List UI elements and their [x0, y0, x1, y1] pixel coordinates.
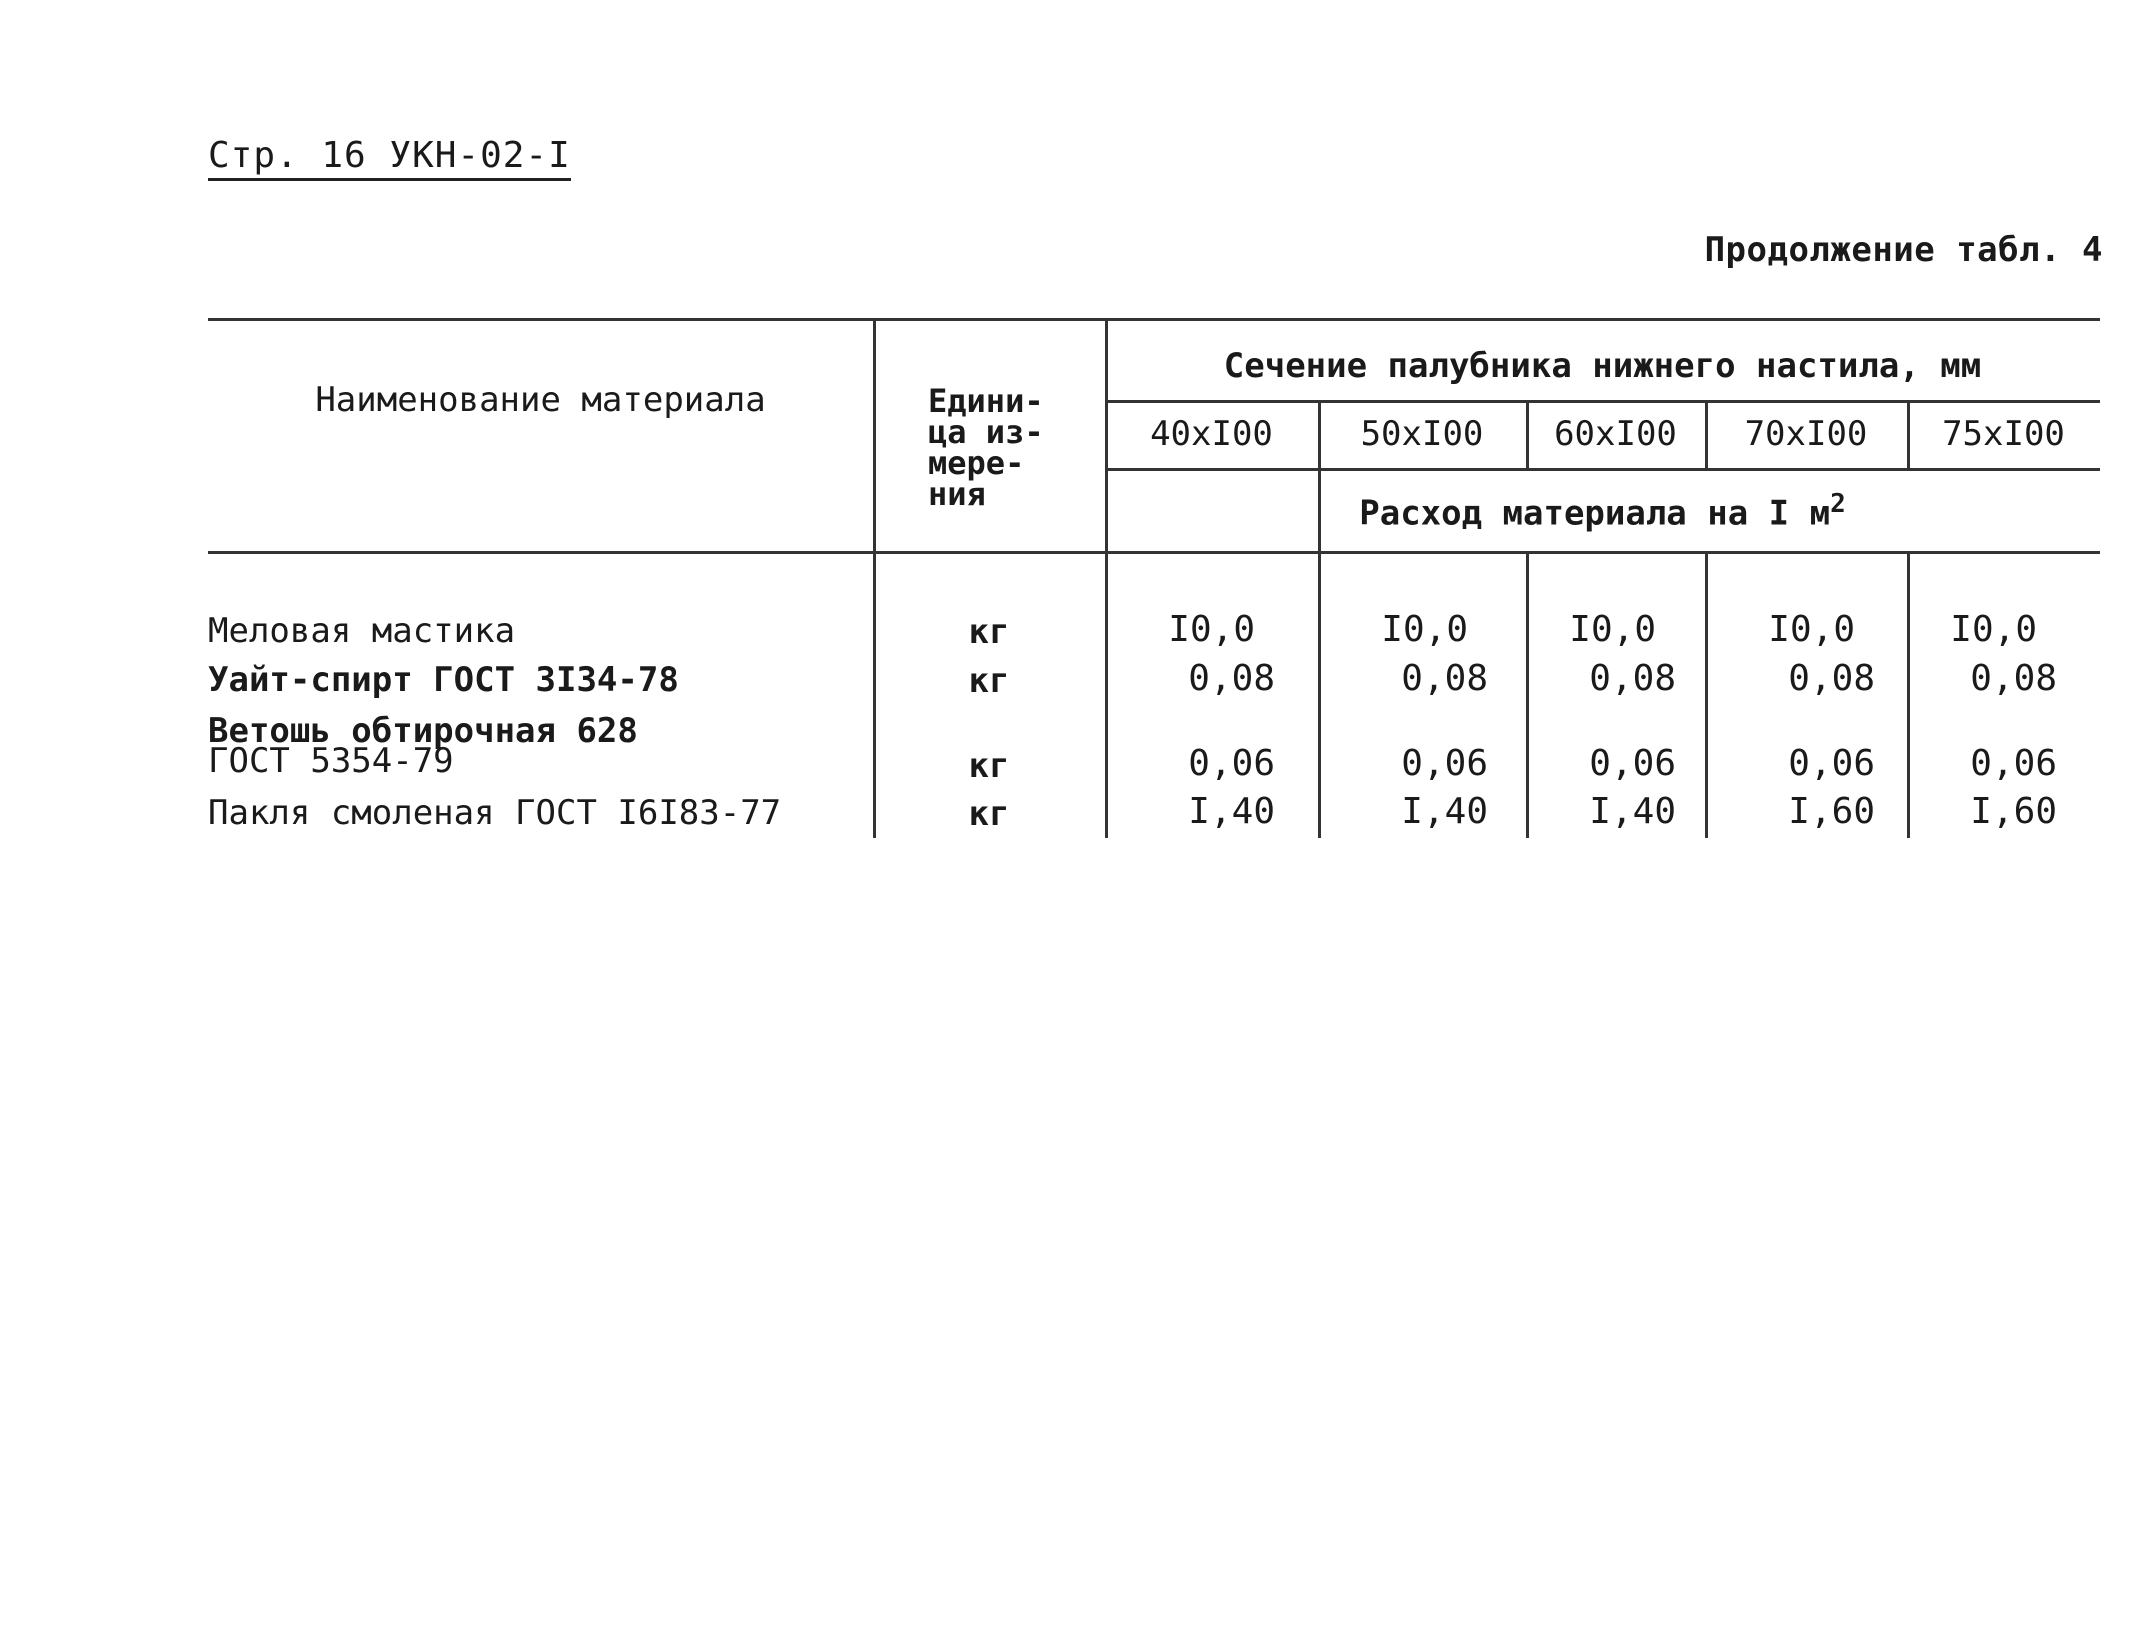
table-caption: Продолжение табл. 4 [1704, 230, 2103, 270]
row-2-value-5: 0,08 [1970, 658, 2057, 699]
row-1-value-2: I0,0 [1381, 609, 1468, 650]
header-unit: Едини- ца из- мере- ния [928, 382, 1044, 513]
row-4-unit: кг [968, 794, 1010, 834]
row-2-value-4: 0,08 [1788, 658, 1875, 699]
header-size-1: 40xI00 [1150, 414, 1273, 454]
row-4-value-2: I,40 [1401, 791, 1488, 832]
row-3-value-3: 0,06 [1589, 743, 1676, 784]
row-1-value-1: I0,0 [1168, 609, 1255, 650]
row-3-value-5: 0,06 [1970, 743, 2057, 784]
row-4-value-3: I,40 [1589, 791, 1676, 832]
header-size-5: 75xI00 [1942, 414, 2065, 454]
row-4-value-5: I,60 [1970, 791, 2057, 832]
row-2-value-1: 0,08 [1188, 658, 1275, 699]
row-1-name: Меловая мастика [208, 611, 516, 651]
row-3-name-line2: ГОСТ 5354-79 [208, 741, 454, 781]
header-name: Наименование материала [315, 380, 766, 420]
row-1-value-4: I0,0 [1768, 609, 1855, 650]
row-1-unit: кг [968, 612, 1010, 652]
row-4-value-4: I,60 [1788, 791, 1875, 832]
header-consumption-sup: 2 [1830, 489, 1846, 519]
row-2-name: Уайт-спирт ГОСТ 3I34-78 [208, 660, 679, 700]
header-consumption-text: Расход материала на I м [1359, 493, 1831, 534]
materials-table [208, 318, 2100, 838]
row-3-value-1: 0,06 [1188, 743, 1275, 784]
header-section: Сечение палубника нижнего настила, мм [1223, 346, 1982, 386]
header-size-3: 60xI00 [1554, 414, 1677, 454]
row-2-value-3: 0,08 [1589, 658, 1676, 699]
row-2-value-2: 0,08 [1401, 658, 1488, 699]
row-3-unit: кг [968, 746, 1010, 786]
section-subrule [1105, 400, 2100, 403]
header-size-4: 70xI00 [1744, 414, 1868, 454]
row-1-value-5: I0,0 [1950, 609, 2037, 650]
row-4-value-1: I,40 [1188, 791, 1275, 832]
header-bottom-rule [208, 551, 2100, 554]
header-size-2: 50xI00 [1360, 414, 1484, 454]
row-3-value-4: 0,06 [1788, 743, 1875, 784]
row-2-unit: кг [968, 661, 1010, 701]
row-3-name: Ветошь обтирочная 628 [208, 711, 638, 751]
sizes-subrule [1105, 468, 2100, 471]
page-header: Стр. 16 УКН-02-I [208, 136, 571, 181]
header-consumption [1105, 484, 2100, 533]
row-3-value-2: 0,06 [1401, 743, 1488, 784]
row-1-value-3: I0,0 [1569, 609, 1656, 650]
table-top-rule [208, 318, 2100, 321]
row-4-name: Пакля смоленая ГОСТ I6I83-77 [208, 793, 782, 833]
